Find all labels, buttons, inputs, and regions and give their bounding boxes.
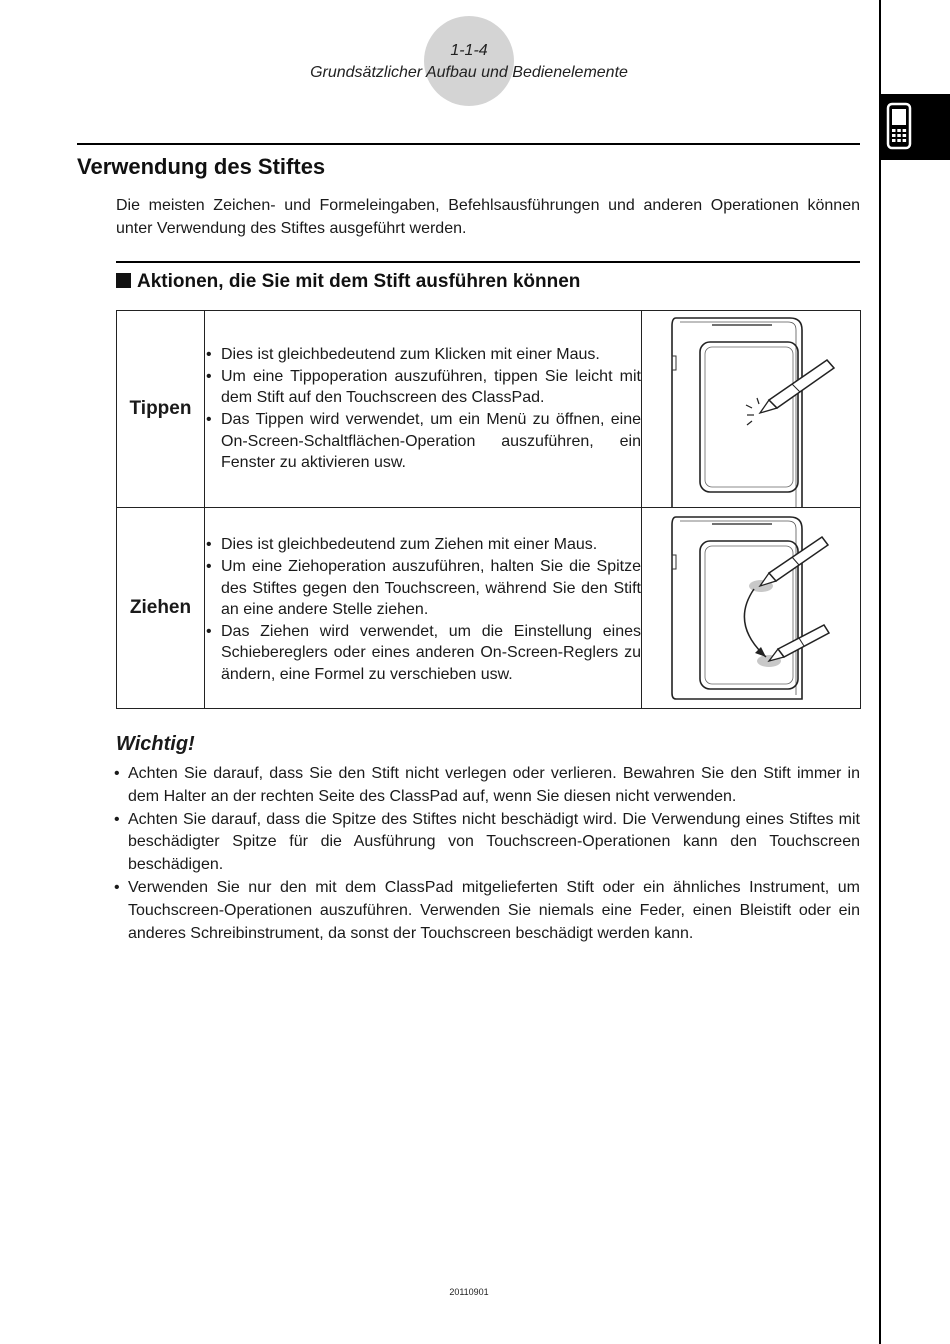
bullet-list: [205, 534, 641, 685]
subsection-rule: [116, 261, 860, 263]
action-description-tap: [205, 311, 642, 508]
margin-rule: [879, 0, 881, 1344]
tap-device-drawing: [642, 312, 860, 507]
list-item: • Dies ist gleichbedeutend zum Klicken mit einer Maus.: [205, 344, 641, 366]
drag-device-drawing: [642, 509, 860, 708]
bullet-list: [205, 344, 641, 474]
tap-illustration: [642, 311, 861, 508]
chapter-side-tab: [881, 94, 950, 160]
footer-code: 20110901: [449, 1287, 489, 1297]
list-item: • Dies ist gleichbedeutend zum Ziehen mit einer Maus.: [205, 534, 641, 556]
list-item: • Achten Sie darauf, dass die Spitze des Stiftes nicht beschädigt wird. Die Verwendung eines Stiftes mit beschädigter Spitze für die Ausführung von Touchscreen-Operationen kann den Touchscreen beschädigen.: [113, 809, 860, 877]
square-bullet-icon: [116, 273, 131, 288]
table-row-drag: [117, 508, 861, 709]
list-item: • Um eine Ziehoperation auszuführen, halten Sie die Spitze des Stiftes gegen den Touchscreen, während Sie den Stift an eine andere Stelle ziehen.: [205, 556, 641, 621]
subsection-heading: [116, 271, 580, 293]
chapter-title: Grundsätzlicher Aufbau und Bedienelemente: [310, 64, 628, 81]
actions-table: [116, 310, 861, 709]
action-label-drag: Ziehen: [117, 508, 205, 709]
section-title: Verwendung des Stiftes: [77, 154, 326, 179]
drag-illustration: [642, 508, 861, 709]
list-item: • Verwenden Sie nur den mit dem ClassPad mitgelieferten Stift oder ein ähnliches Instrument, um Touchscreen-Operationen auszuführen. Verwenden Sie niemals eine Feder, einen Bleistift oder ein anderes Schreibinstrument, da sonst der Touchscreen beschädigt werden kann.: [113, 877, 860, 945]
important-list: [113, 763, 860, 945]
action-description-drag: [205, 508, 642, 709]
section-rule: [77, 143, 860, 145]
table-row-tap: [117, 311, 861, 508]
list-item: • Achten Sie darauf, dass Sie den Stift nicht verlegen oder verlieren. Bewahren Sie den Stift immer in dem Halter an der rechten Seite des ClassPad auf, wenn Sie diesen nicht verwenden.: [113, 763, 860, 809]
calculator-icon: [885, 102, 915, 152]
important-title: Wichtig!: [116, 733, 195, 755]
action-label-tap: Tippen: [117, 311, 205, 508]
subsection-heading-text: Aktionen, die Sie mit dem Stift ausführen können: [137, 271, 581, 292]
section-intro: Die meisten Zeichen- und Formeleingaben, Befehlsausführungen und anderen Operationen können unter Verwendung des Stiftes ausgeführt werden.: [116, 197, 860, 237]
page-number-circle: [424, 16, 514, 106]
list-item: • Das Ziehen wird verwendet, um die Einstellung eines Schiebereglers oder eines anderen On-Screen-Reglers zu ändern, eine Formel zu verschieben usw.: [205, 621, 641, 686]
list-item: • Um eine Tippoperation auszuführen, tippen Sie leicht mit dem Stift auf den Touchscreen des ClassPad.: [205, 366, 641, 409]
page-number: 1-1-4: [450, 42, 488, 59]
list-item: • Das Tippen wird verwendet, um ein Menü zu öffnen, eine On-Screen-Schaltflächen-Operation auszuführen, ein Fenster zu aktivieren usw.: [205, 409, 641, 474]
